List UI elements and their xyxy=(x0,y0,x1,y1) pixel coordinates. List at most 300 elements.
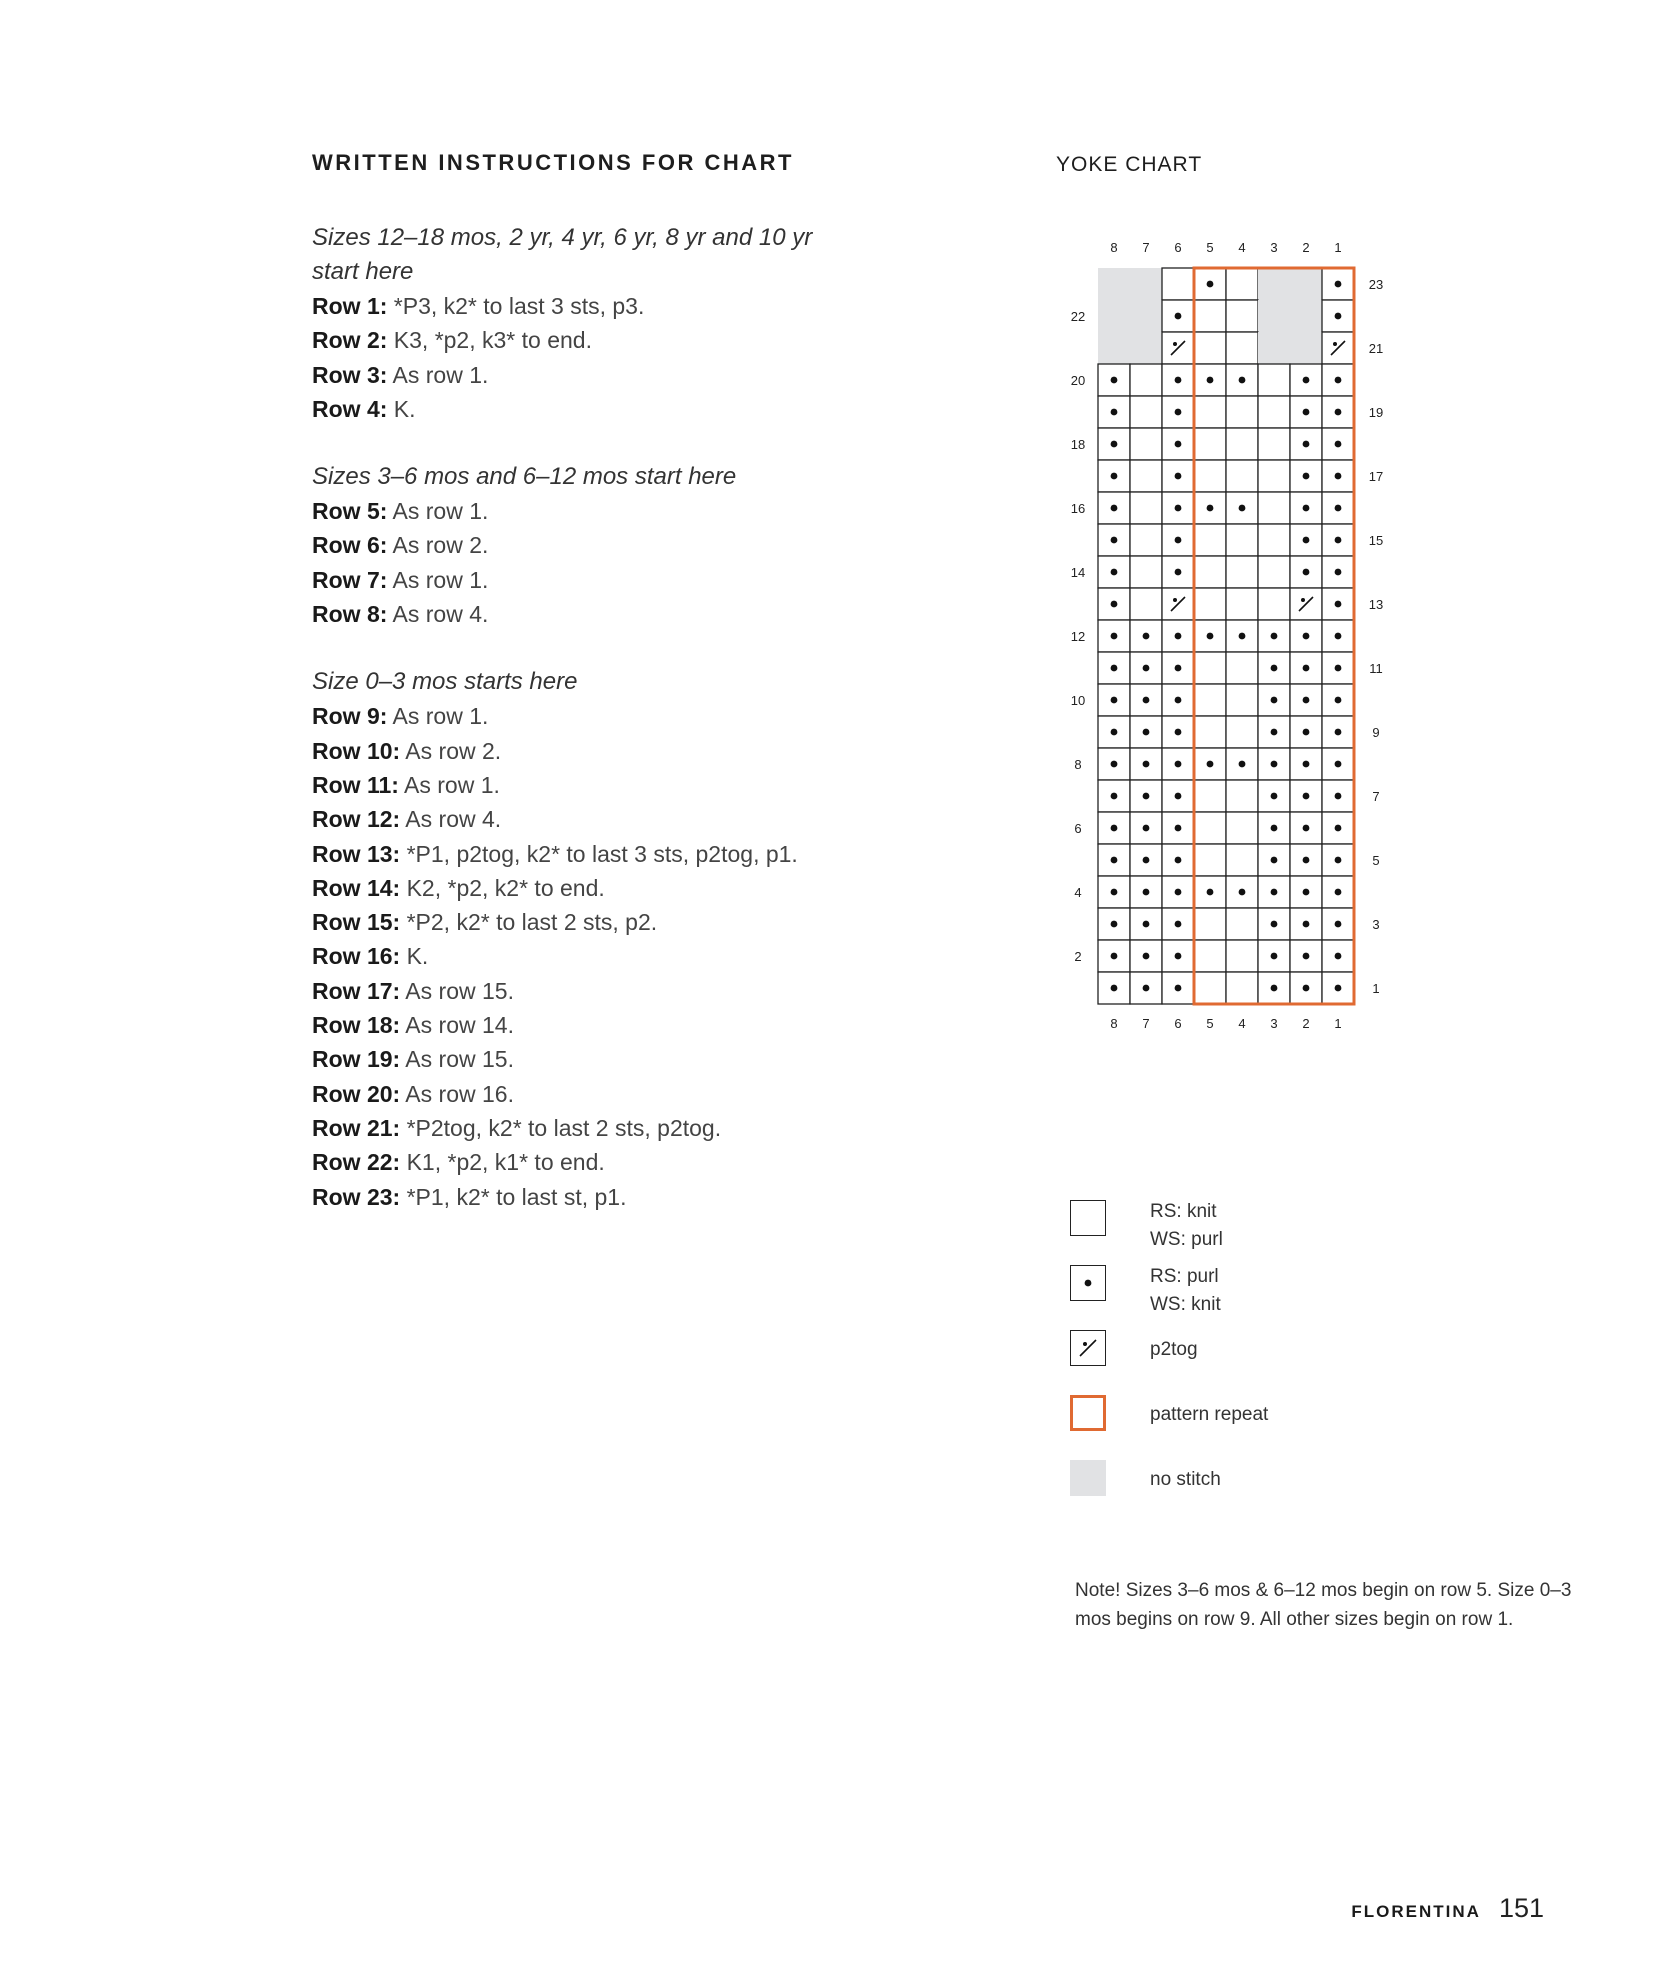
page-footer xyxy=(1351,1893,1544,1924)
stitch-cell xyxy=(1194,652,1226,684)
purl-dot xyxy=(1143,793,1150,800)
stitch-cell xyxy=(1226,460,1258,492)
row-text: K. xyxy=(400,943,429,970)
row-text: As row 16. xyxy=(400,1080,514,1107)
column-label: 4 xyxy=(1238,1016,1246,1031)
nostitch-symbol-icon xyxy=(1070,1460,1106,1496)
row-label: Row 9: xyxy=(312,703,388,730)
purl-dot xyxy=(1271,793,1278,800)
instruction-row xyxy=(312,974,932,1008)
purl-dot xyxy=(1303,505,1310,512)
purl-dot xyxy=(1175,857,1182,864)
p2tog-symbol-icon xyxy=(1070,1330,1106,1366)
stitch-cell xyxy=(1226,332,1258,364)
row-label: Row 3: xyxy=(312,361,388,388)
column-label: 7 xyxy=(1142,1016,1150,1031)
instruction-row xyxy=(312,734,932,768)
stitch-cell xyxy=(1194,684,1226,716)
purl-dot xyxy=(1271,921,1278,928)
purl-dot xyxy=(1111,505,1118,512)
stitch-cell xyxy=(1226,908,1258,940)
p2tog-dot xyxy=(1301,598,1305,602)
no-stitch-cell xyxy=(1130,332,1162,364)
legend-item-nostitch xyxy=(1070,1460,1221,1496)
p2tog-dot xyxy=(1173,342,1177,346)
instruction-row xyxy=(312,323,932,357)
legend-label-line: WS: knit xyxy=(1150,1294,1221,1315)
instruction-section xyxy=(312,460,932,631)
purl-dot xyxy=(1239,889,1246,896)
purl-dot xyxy=(1335,953,1342,960)
purl-dot xyxy=(1303,761,1310,768)
row-label: Row 7: xyxy=(312,566,388,593)
stitch-cell xyxy=(1226,972,1258,1004)
purl-dot xyxy=(1335,601,1342,608)
purl-dot xyxy=(1143,985,1150,992)
repeat-symbol-icon xyxy=(1070,1395,1106,1431)
row-label: Row 10: xyxy=(312,737,401,764)
purl-dot xyxy=(1271,729,1278,736)
purl-dot xyxy=(1143,889,1150,896)
row-text: As row 4. xyxy=(387,601,489,628)
purl-dot xyxy=(1175,505,1182,512)
purl-dot xyxy=(1175,953,1182,960)
purl-dot xyxy=(1143,761,1150,768)
row-number-right: 23 xyxy=(1368,277,1384,292)
purl-dot xyxy=(1175,377,1182,384)
purl-dot xyxy=(1111,825,1118,832)
stitch-cell xyxy=(1194,972,1226,1004)
row-label: Row 8: xyxy=(312,601,388,628)
legend-label-line: pattern repeat xyxy=(1150,1404,1269,1425)
no-stitch-cell xyxy=(1290,300,1322,332)
purl-dot xyxy=(1111,697,1118,704)
no-stitch-cell xyxy=(1258,332,1290,364)
column-label: 8 xyxy=(1110,240,1118,255)
stitch-cell xyxy=(1130,556,1162,588)
row-label: Row 17: xyxy=(312,977,401,1004)
purl-dot xyxy=(1143,953,1150,960)
legend-item-purl xyxy=(1070,1265,1221,1315)
instruction-row xyxy=(312,289,932,323)
row-text: *P1, k2* to last st, p1. xyxy=(400,1183,627,1210)
no-stitch-cell xyxy=(1098,300,1130,332)
row-label: Row 15: xyxy=(312,909,401,936)
purl-dot xyxy=(1175,761,1182,768)
purl-dot xyxy=(1207,889,1214,896)
stitch-cell xyxy=(1226,300,1258,332)
purl-dot xyxy=(1303,825,1310,832)
legend-label-line: RS: knit xyxy=(1150,1201,1217,1222)
chart-title: YOKE CHART xyxy=(1056,153,1203,176)
purl-dot xyxy=(1175,793,1182,800)
page-number: 151 xyxy=(1498,1893,1544,1923)
purl-dot xyxy=(1271,825,1278,832)
purl-dot xyxy=(1175,665,1182,672)
no-stitch-cell xyxy=(1290,332,1322,364)
stitch-cell xyxy=(1194,396,1226,428)
row-label: Row 18: xyxy=(312,1012,401,1039)
no-stitch-cell xyxy=(1130,268,1162,300)
stitch-cell xyxy=(1258,460,1290,492)
row-number-right: 11 xyxy=(1369,661,1383,676)
purl-dot xyxy=(1175,697,1182,704)
purl-dot xyxy=(1111,793,1118,800)
purl-dot xyxy=(1303,633,1310,640)
instruction-row xyxy=(312,1008,932,1042)
purl-dot xyxy=(1143,729,1150,736)
purl-dot xyxy=(1303,857,1310,864)
stitch-cell xyxy=(1130,428,1162,460)
stitch-cell xyxy=(1226,844,1258,876)
row-text: *P2, k2* to last 2 sts, p2. xyxy=(400,909,658,936)
row-text: K. xyxy=(387,395,416,422)
stitch-cell xyxy=(1258,588,1290,620)
stitch-cell xyxy=(1130,396,1162,428)
purl-dot xyxy=(1207,505,1214,512)
row-number-right: 3 xyxy=(1372,917,1380,932)
row-number-right: 9 xyxy=(1372,725,1380,740)
purl-dot xyxy=(1175,921,1182,928)
chart-grid-svg xyxy=(1050,230,1414,1044)
purl-dot xyxy=(1271,761,1278,768)
instruction-row xyxy=(312,802,932,836)
row-text: As row 1. xyxy=(387,566,489,593)
column-label: 4 xyxy=(1238,240,1246,255)
size-heading: Sizes 12–18 mos, 2 yr, 4 yr, 6 yr, 8 yr and 10 yr xyxy=(312,224,813,251)
purl-dot xyxy=(1335,281,1342,288)
purl-dot xyxy=(1271,857,1278,864)
purl-dot xyxy=(1303,537,1310,544)
purl-dot xyxy=(1111,985,1118,992)
row-number-left: 20 xyxy=(1070,373,1086,388)
purl-dot xyxy=(1303,473,1310,480)
row-text: As row 1. xyxy=(398,771,500,798)
row-label: Row 11: xyxy=(312,771,399,798)
stitch-cell xyxy=(1226,556,1258,588)
purl-dot xyxy=(1143,665,1150,672)
purl-dot xyxy=(1303,793,1310,800)
purl-dot xyxy=(1335,505,1342,512)
instruction-row xyxy=(312,563,932,597)
purl-dot xyxy=(1175,825,1182,832)
stitch-cell xyxy=(1226,716,1258,748)
purl-dot xyxy=(1303,921,1310,928)
purl-symbol-icon xyxy=(1070,1265,1106,1301)
purl-dot xyxy=(1111,441,1118,448)
purl-dot xyxy=(1111,601,1118,608)
column-label: 5 xyxy=(1206,1016,1214,1031)
row-number-left: 16 xyxy=(1070,501,1086,516)
purl-dot xyxy=(1271,889,1278,896)
row-text: K1, *p2, k1* to end. xyxy=(400,1149,605,1176)
purl-dot xyxy=(1111,473,1118,480)
stitch-cell xyxy=(1130,460,1162,492)
column-label: 7 xyxy=(1142,240,1150,255)
purl-dot xyxy=(1239,505,1246,512)
purl-dot xyxy=(1271,697,1278,704)
row-text: As row 2. xyxy=(400,737,502,764)
footer-title: FLORENTINA xyxy=(1351,1902,1481,1921)
stitch-cell xyxy=(1162,268,1194,300)
purl-dot xyxy=(1303,665,1310,672)
column-label: 8 xyxy=(1110,1016,1118,1031)
row-number-left: 14 xyxy=(1070,565,1086,580)
legend-item-knit xyxy=(1070,1200,1223,1250)
row-text: As row 2. xyxy=(387,532,489,559)
purl-dot xyxy=(1175,537,1182,544)
purl-dot xyxy=(1239,377,1246,384)
row-label: Row 23: xyxy=(312,1183,401,1210)
purl-dot xyxy=(1143,697,1150,704)
instruction-row xyxy=(312,392,932,426)
size-heading: Size 0–3 mos starts here xyxy=(312,668,578,696)
purl-dot xyxy=(1303,441,1310,448)
stitch-cell xyxy=(1194,332,1226,364)
row-label: Row 5: xyxy=(312,498,388,525)
column-label: 1 xyxy=(1334,1016,1342,1031)
stitch-cell xyxy=(1226,780,1258,812)
purl-dot xyxy=(1175,889,1182,896)
purl-dot xyxy=(1303,697,1310,704)
row-text: *P3, k2* to last 3 sts, p3. xyxy=(387,293,645,319)
stitch-cell xyxy=(1258,364,1290,396)
stitch-cell xyxy=(1226,588,1258,620)
stitch-cell xyxy=(1194,556,1226,588)
no-stitch-cell xyxy=(1258,268,1290,300)
purl-dot xyxy=(1335,889,1342,896)
purl-dot xyxy=(1303,985,1310,992)
row-number-left: 10 xyxy=(1070,693,1086,708)
purl-dot xyxy=(1239,633,1246,640)
stitch-cell xyxy=(1194,812,1226,844)
purl-dot xyxy=(1175,729,1182,736)
purl-dot xyxy=(1207,281,1214,288)
stitch-cell xyxy=(1226,396,1258,428)
purl-dot xyxy=(1111,889,1118,896)
instruction-section xyxy=(312,665,932,1213)
row-label: Row 21: xyxy=(312,1114,401,1141)
stitch-cell xyxy=(1194,460,1226,492)
column-label: 2 xyxy=(1302,240,1310,255)
instruction-sections xyxy=(312,221,932,1214)
legend-item-repeat xyxy=(1070,1395,1269,1431)
purl-dot xyxy=(1335,473,1342,480)
legend-label xyxy=(1150,1198,1223,1254)
purl-dot xyxy=(1111,857,1118,864)
stitch-cell xyxy=(1194,300,1226,332)
no-stitch-cell xyxy=(1098,268,1130,300)
stitch-cell xyxy=(1130,364,1162,396)
purl-dot xyxy=(1303,953,1310,960)
purl-dot xyxy=(1143,857,1150,864)
instruction-row xyxy=(312,699,932,733)
written-instructions xyxy=(312,150,932,1214)
purl-dot xyxy=(1335,825,1342,832)
stitch-cell xyxy=(1258,428,1290,460)
row-label: Row 19: xyxy=(312,1046,401,1073)
p2tog-dot xyxy=(1173,598,1177,602)
purl-dot xyxy=(1335,857,1342,864)
column-label: 3 xyxy=(1270,1016,1278,1031)
legend-label xyxy=(1150,1401,1268,1429)
stitch-cell xyxy=(1194,588,1226,620)
legend-label-line: WS: purl xyxy=(1150,1229,1223,1250)
stitch-cell xyxy=(1194,428,1226,460)
row-text: As row 1. xyxy=(387,498,489,525)
instruction-row xyxy=(312,905,932,939)
instruction-row xyxy=(312,1042,932,1076)
row-number-right: 7 xyxy=(1372,789,1380,804)
purl-dot xyxy=(1303,377,1310,384)
row-number-right: 21 xyxy=(1368,341,1384,356)
stitch-cell xyxy=(1226,812,1258,844)
purl-dot xyxy=(1271,665,1278,672)
stitch-cell xyxy=(1130,492,1162,524)
no-stitch-cell xyxy=(1130,300,1162,332)
row-number-left: 12 xyxy=(1070,629,1086,644)
legend-item-p2tog xyxy=(1070,1330,1198,1366)
column-label: 5 xyxy=(1206,240,1214,255)
no-stitch-cell xyxy=(1258,300,1290,332)
column-label: 2 xyxy=(1302,1016,1310,1031)
purl-dot xyxy=(1175,313,1182,320)
instruction-row xyxy=(312,939,932,973)
row-label: Row 2: xyxy=(312,327,388,354)
purl-dot xyxy=(1111,537,1118,544)
chart-note: Note! Sizes 3–6 mos & 6–12 mos begin on row 5. Size 0–3 mos begins on row 9. All other sizes begin on row 1. xyxy=(1075,1580,1572,1630)
row-text: As row 15. xyxy=(400,1046,514,1073)
purl-dot xyxy=(1303,409,1310,416)
purl-dot xyxy=(1335,377,1342,384)
stitch-cell xyxy=(1226,428,1258,460)
row-text: *P1, p2tog, k2* to last 3 sts, p2tog, p1. xyxy=(400,840,798,867)
instruction-row xyxy=(312,871,932,905)
instruction-row xyxy=(312,597,932,631)
purl-dot xyxy=(1335,409,1342,416)
legend-label xyxy=(1150,1466,1221,1494)
size-heading: Sizes 3–6 mos and 6–12 mos start here xyxy=(312,463,737,491)
stitch-cell xyxy=(1258,556,1290,588)
purl-dot xyxy=(1111,665,1118,672)
p2tog-dot xyxy=(1333,342,1337,346)
stitch-cell xyxy=(1258,524,1290,556)
purl-dot xyxy=(1271,633,1278,640)
purl-dot xyxy=(1335,793,1342,800)
instruction-row xyxy=(312,494,932,528)
row-number-left: 18 xyxy=(1070,437,1086,452)
purl-dot xyxy=(1143,921,1150,928)
row-number-right: 5 xyxy=(1372,853,1380,868)
legend-label-line: p2tog xyxy=(1150,1339,1198,1360)
stitch-cell xyxy=(1258,396,1290,428)
column-label: 1 xyxy=(1334,240,1342,255)
row-text: As row 15. xyxy=(400,977,514,1004)
stitch-cell xyxy=(1130,524,1162,556)
purl-dot xyxy=(1335,697,1342,704)
row-label: Row 4: xyxy=(312,395,388,422)
purl-dot xyxy=(1175,441,1182,448)
purl-dot xyxy=(1303,889,1310,896)
row-number-left: 22 xyxy=(1070,309,1086,324)
knit-symbol-icon xyxy=(1070,1200,1106,1236)
row-number-left: 2 xyxy=(1074,949,1082,964)
purl-dot xyxy=(1207,633,1214,640)
row-number-right: 13 xyxy=(1368,597,1384,612)
row-number-right: 1 xyxy=(1372,981,1380,996)
purl-dot xyxy=(1239,761,1246,768)
row-label: Row 1: xyxy=(312,293,388,319)
purl-dot xyxy=(1207,377,1214,384)
purl-dot xyxy=(1175,985,1182,992)
instruction-row xyxy=(312,1111,932,1145)
legend-label xyxy=(1150,1336,1198,1364)
purl-dot xyxy=(1111,377,1118,384)
row-label: Row 12: xyxy=(312,806,401,833)
column-label: 6 xyxy=(1174,1016,1182,1031)
purl-dot xyxy=(1175,473,1182,480)
stitch-cell xyxy=(1226,652,1258,684)
legend-label xyxy=(1150,1263,1221,1319)
row-text: As row 1. xyxy=(387,361,489,388)
instruction-section xyxy=(312,221,932,426)
purl-dot xyxy=(1111,953,1118,960)
purl-dot xyxy=(1303,729,1310,736)
stitch-cell xyxy=(1226,684,1258,716)
size-heading: start here xyxy=(312,258,414,285)
instruction-row xyxy=(312,768,932,802)
purl-dot xyxy=(1111,409,1118,416)
stitch-cell xyxy=(1258,492,1290,524)
purl-dot xyxy=(1271,985,1278,992)
row-number-right: 15 xyxy=(1368,533,1384,548)
instruction-row xyxy=(312,1145,932,1179)
stitch-cell xyxy=(1194,908,1226,940)
row-text: As row 1. xyxy=(387,703,489,730)
purl-dot xyxy=(1335,633,1342,640)
instruction-row xyxy=(312,837,932,871)
stitch-cell xyxy=(1194,716,1226,748)
column-label: 6 xyxy=(1174,240,1182,255)
row-text: As row 14. xyxy=(400,1012,514,1039)
instruction-row xyxy=(312,358,932,392)
purl-dot xyxy=(1335,921,1342,928)
purl-dot xyxy=(1207,761,1214,768)
purl-dot xyxy=(1303,569,1310,576)
stitch-cell xyxy=(1194,524,1226,556)
purl-dot xyxy=(1335,985,1342,992)
purl-dot xyxy=(1335,761,1342,768)
purl-dot xyxy=(1335,569,1342,576)
stitch-cell xyxy=(1194,844,1226,876)
row-label: Row 22: xyxy=(312,1149,401,1176)
purl-dot xyxy=(1271,953,1278,960)
purl-dot xyxy=(1111,569,1118,576)
row-label: Row 16: xyxy=(312,943,401,970)
purl-dot xyxy=(1335,729,1342,736)
no-stitch-cell xyxy=(1098,332,1130,364)
no-stitch-cell xyxy=(1290,268,1322,300)
purl-dot xyxy=(1143,825,1150,832)
column-label: 3 xyxy=(1270,240,1278,255)
instruction-row xyxy=(312,1180,932,1214)
purl-dot xyxy=(1335,313,1342,320)
stitch-cell xyxy=(1130,588,1162,620)
purl-dot xyxy=(1143,633,1150,640)
stitch-cell xyxy=(1226,940,1258,972)
purl-dot xyxy=(1111,729,1118,736)
row-text: As row 4. xyxy=(400,806,502,833)
